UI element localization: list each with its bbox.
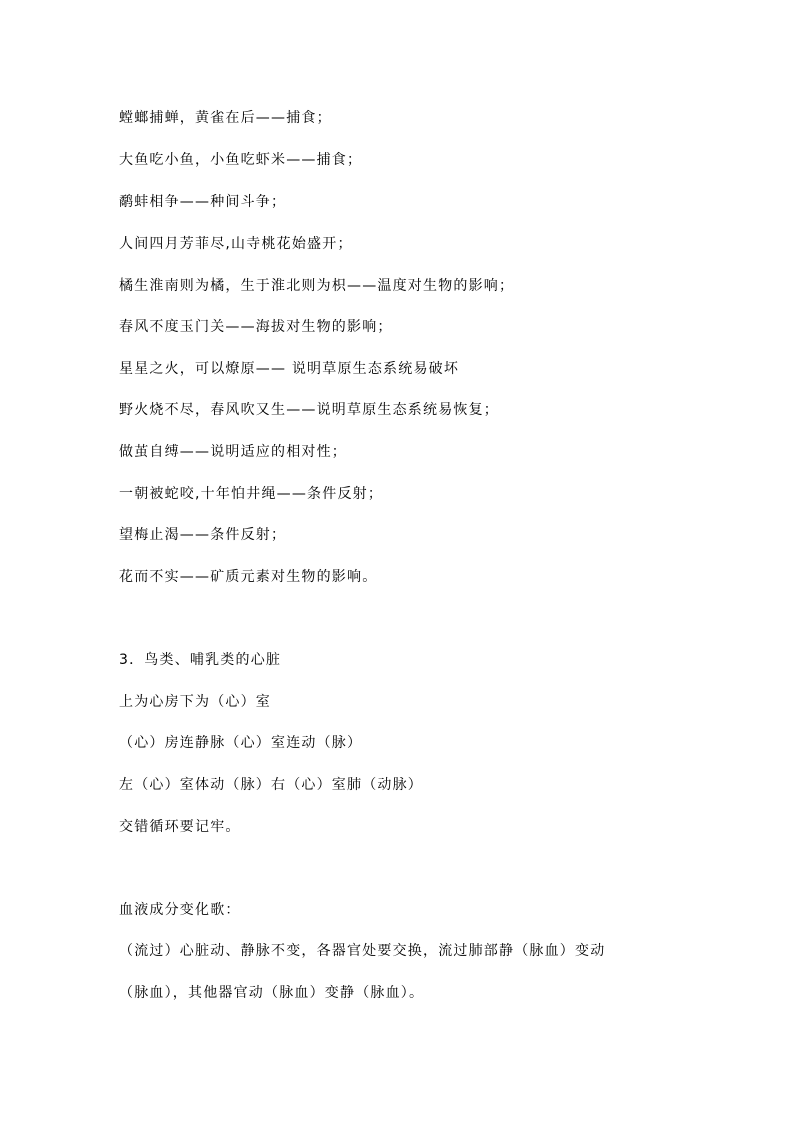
proverb-line: 野火烧不尽，春风吹又生——说明草原生态系统易恢复； (119, 402, 499, 418)
proverb-line: 春风不度玉门关——海拔对生物的影响； (119, 319, 393, 335)
proverb-line: 大鱼吃小鱼，小鱼吃虾米——捕食； (119, 152, 363, 168)
heart-section-heading: 3．鸟类、哺乳类的心脏 (119, 652, 282, 668)
heart-mnemonic-line: 上为心房下为（心）室 (119, 694, 271, 710)
heart-mnemonic-line: （心）房连静脉（心）室连动（脉） (119, 735, 363, 751)
proverb-line: 橘生淮南则为橘，生于淮北则为枳——温度对生物的影响； (119, 278, 515, 294)
proverb-line: 螳螂捕蝉，黄雀在后——捕食； (119, 110, 332, 126)
proverb-line: 星星之火，可以燎原—— 说明草原生态系统易破坏 (119, 361, 460, 377)
proverb-line: 一朝被蛇咬,十年怕井绳——条件反射； (119, 486, 384, 502)
heart-mnemonic-line: 左（心）室体动（脉）右（心）室肺（动脉） (119, 777, 423, 793)
heart-mnemonic-line: 交错循环要记牢。 (119, 819, 241, 835)
proverb-line: 人间四月芳菲尽,山寺桃花始盛开； (119, 236, 353, 252)
proverb-line: 做茧自缚——说明适应的相对性； (119, 444, 347, 460)
blood-mnemonic-line: （流过）心脏动、静脉不变，各器官处要交换，流过肺部静（脉血）变动 (119, 943, 606, 959)
proverb-line: 鹬蚌相争——种间斗争； (119, 194, 287, 210)
blood-mnemonic-line: （脉血），其他器官动（脉血）变静（脉血）。 (119, 985, 425, 1001)
proverb-line: 花而不实——矿质元素对生物的影响。 (119, 569, 378, 585)
proverb-line: 望梅止渴——条件反射； (119, 527, 287, 543)
blood-section-heading: 血液成分变化歌： (119, 902, 241, 918)
